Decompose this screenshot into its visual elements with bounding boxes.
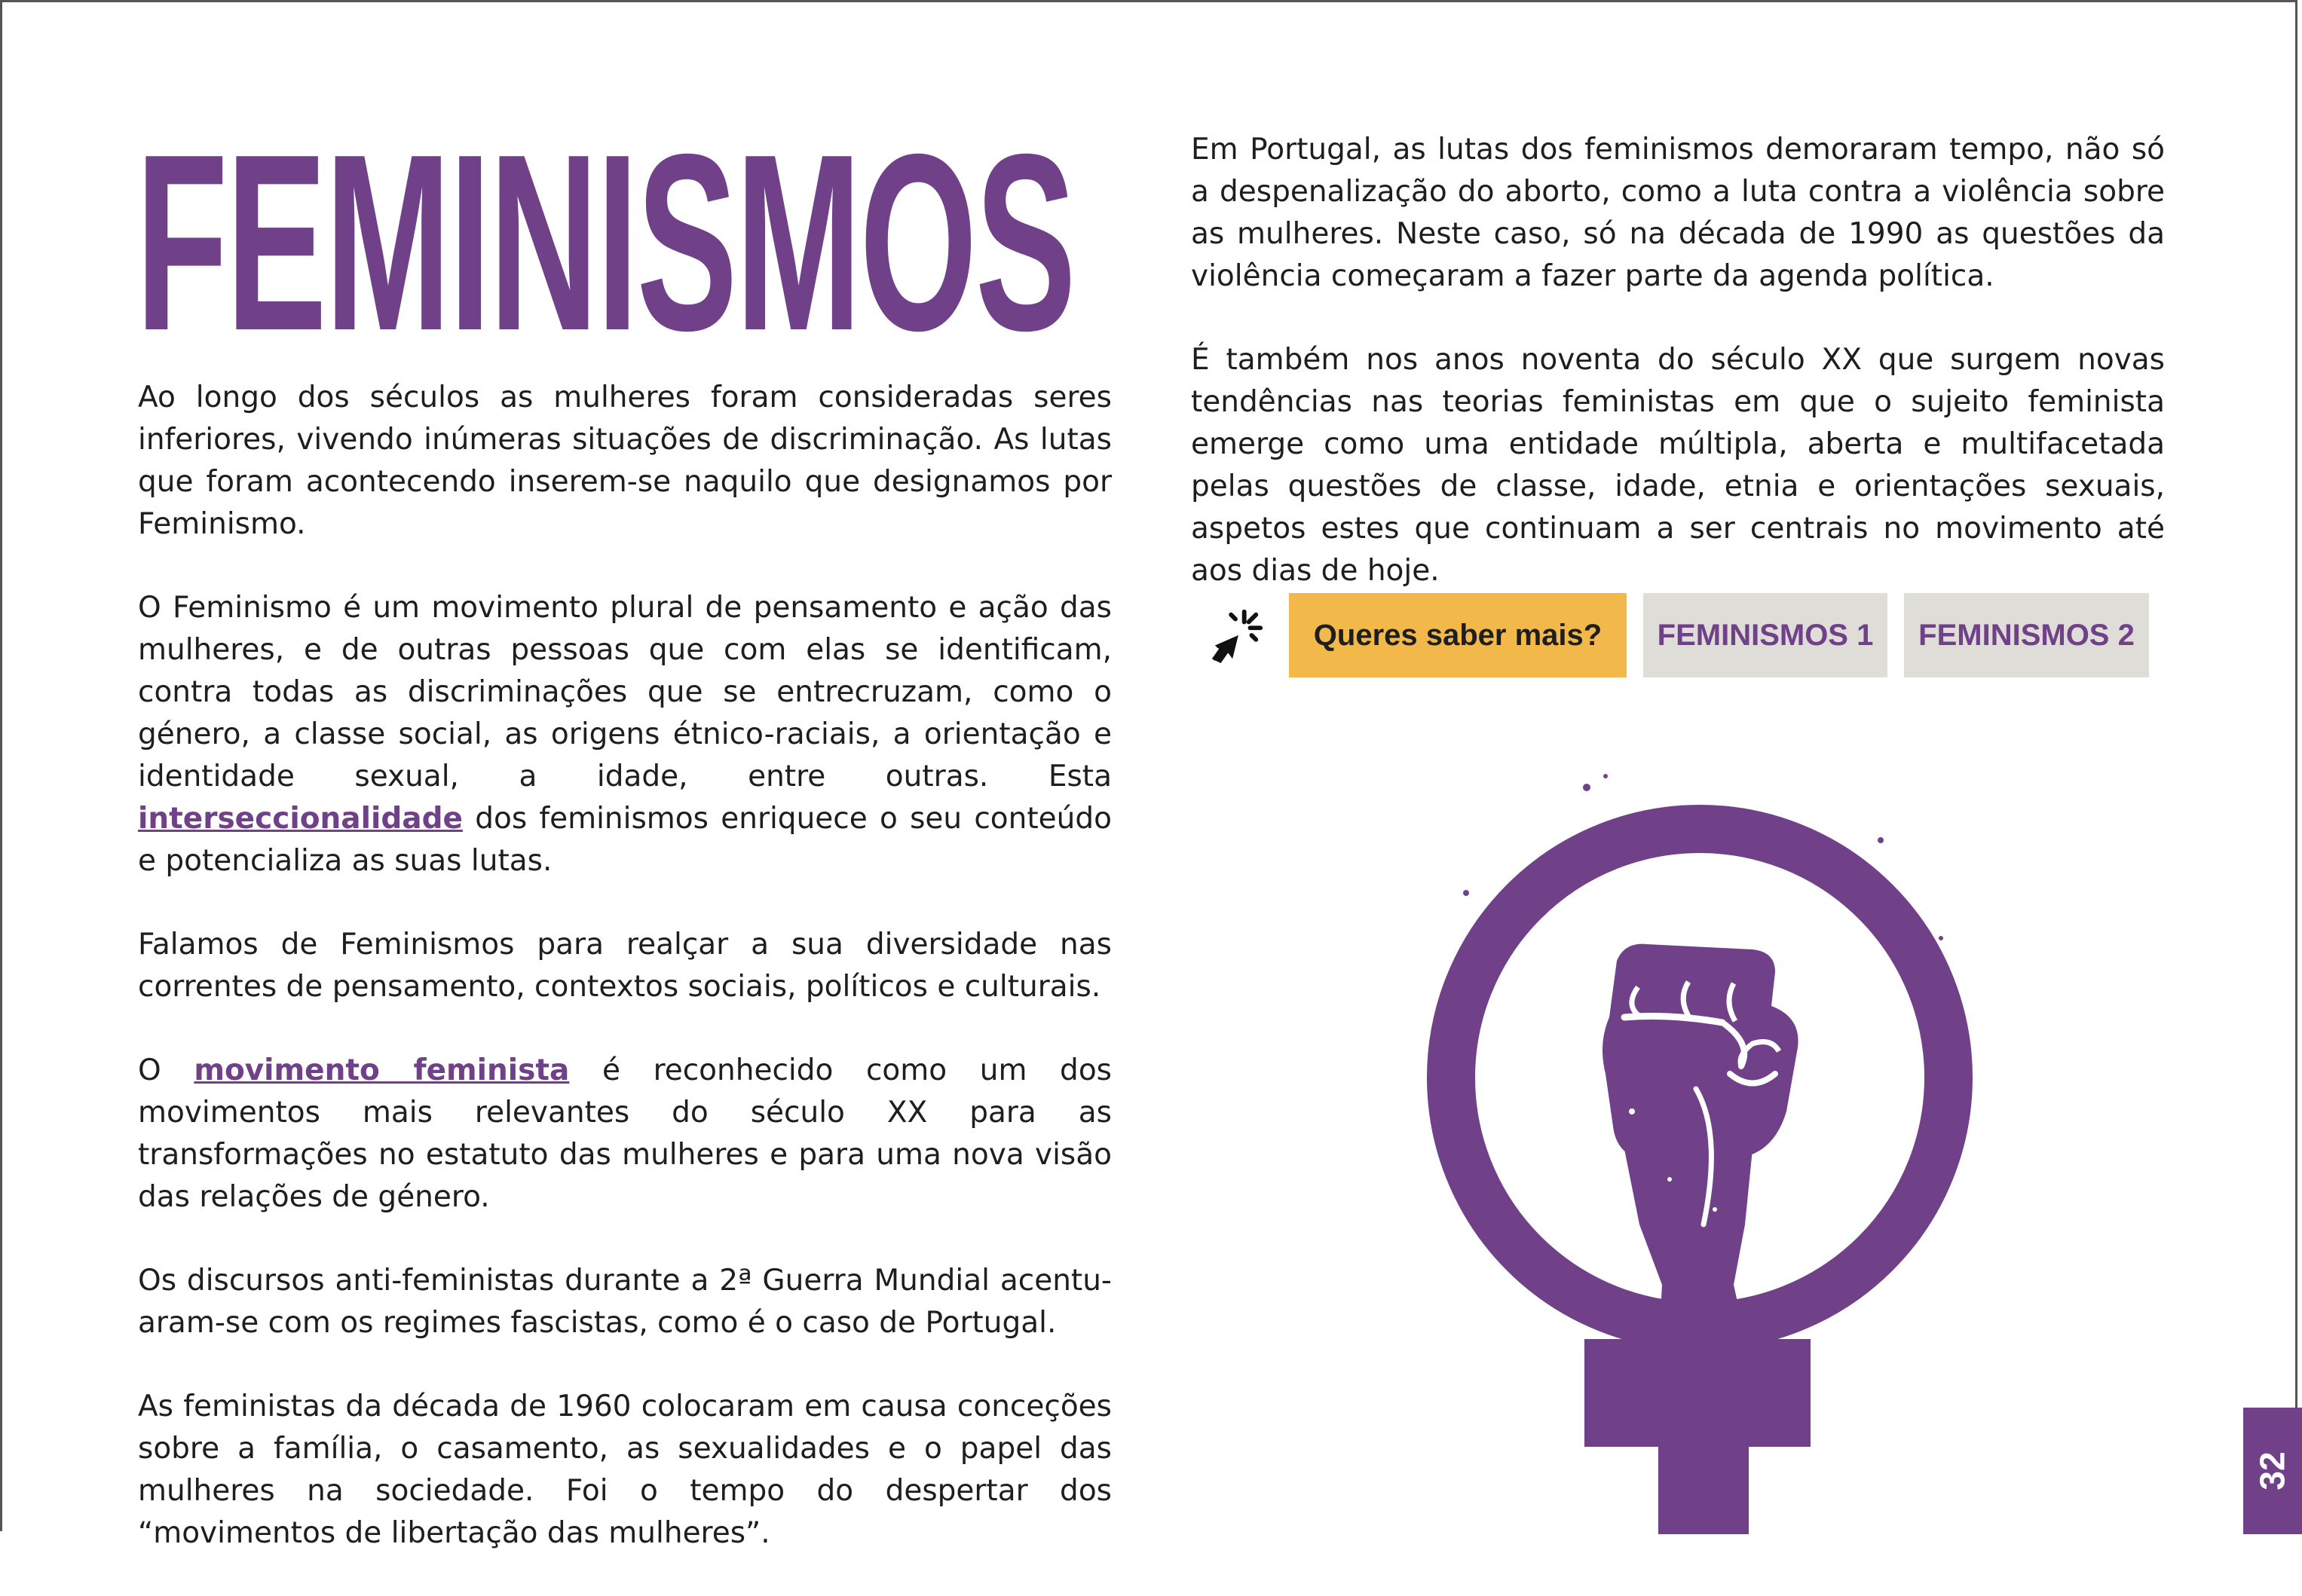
paragraph-diversity: Falamos de Feminismos para realçar a sua diversidade nas correntes de pensamento, contextos sociais, políticos e culturais. bbox=[138, 928, 1112, 1004]
paragraph-movement bbox=[138, 1050, 1112, 1218]
action-row bbox=[1206, 593, 2149, 677]
right-column bbox=[1191, 129, 2165, 634]
paragraph-1990s: É também nos anos noventa do século XX que surgem novas tendências nas teorias feministas em que o sujeito feminista emerge como uma entidade múltipla, aberta e multifacetada pelas questões de classe, idade, etnia e orientações sexuais, aspetos estes que continuam a ser centrais no movimento até aos dias de hoje. bbox=[1191, 343, 2165, 588]
paragraph-text: O Feminismo é um movimento plural de pensamento e ação das mulheres, e de outras pessoas que com elas se identificam, contra todas as discriminações que se entrecruzam, como o género, a classe social, as origens étnico-raciais, a orientação e identidade sexual, a idade, entre outras. Esta bbox=[138, 591, 1112, 793]
feminismos-1-button[interactable]: FEMINISMOS 1 bbox=[1643, 593, 1887, 677]
paragraph-portugal: Em Portugal, as lutas dos feminismos demoraram tempo, não só a despenalização do aborto, como a luta contra a violência sobre as mulheres. Neste caso, só na década de 1990 as questões da violência começaram a fazer parte da agenda política. bbox=[1191, 133, 2165, 293]
interseccionalidade-link[interactable]: interseccionalidade bbox=[138, 802, 463, 836]
feminismos-2-button[interactable]: FEMINISMOS 2 bbox=[1904, 593, 2149, 677]
movimento-feminista-link[interactable]: movimento feminista bbox=[194, 1053, 570, 1087]
paragraph-text: é reconhecido como um dos movimentos mais relevantes do século XX para as transformações no estatuto das mulheres e para uma nova visão das relações de género. bbox=[138, 1053, 1112, 1214]
page-number: 32 bbox=[2252, 1451, 2292, 1491]
paragraph-text: dos feminismos enriquece o seu conteúdo e potencializa as suas lutas. bbox=[138, 802, 1112, 878]
paragraph-text: O bbox=[138, 1053, 194, 1087]
page-title: FEMINISMOS bbox=[136, 102, 1075, 383]
paragraph-1960s: As feministas da década de 1960 colocaram em causa conceções sobre a família, o casamento, as sexualidades e o papel das mulheres na sociedade. Foi o tempo do despertar dos “movimentos de libertação das mulheres”. bbox=[138, 1390, 1112, 1550]
cursor-click-icon bbox=[1206, 606, 1265, 665]
paragraph-definition bbox=[138, 587, 1112, 882]
queres-saber-mais-button[interactable]: Queres saber mais? bbox=[1289, 593, 1627, 677]
left-column bbox=[138, 377, 1112, 1596]
paragraph-antifeminist: Os discursos anti-feministas durante a 2ª Guerra Mundial acentu-aram-se com os regimes fascistas, como é o caso de Portugal. bbox=[138, 1264, 1112, 1340]
paragraph-intro: Ao longo dos séculos as mulheres foram consideradas seres inferiores, vivendo inúmeras situações de discriminação. As lutas que foram acontecendo inserem-se naquilo que designamos por Feminismo. bbox=[138, 381, 1112, 541]
feminist-fist-symbol-icon bbox=[1398, 757, 2001, 1534]
page-number-tab bbox=[2243, 1408, 2302, 1534]
